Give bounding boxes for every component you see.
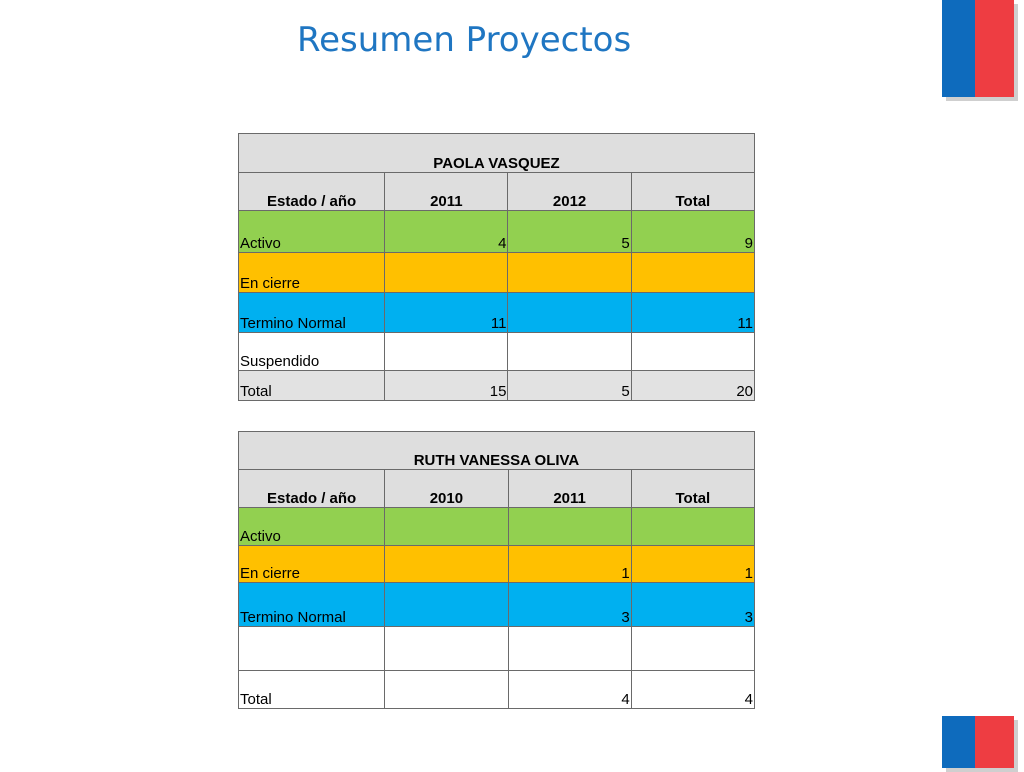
row-value [508, 508, 631, 546]
row-status: Activo [239, 211, 385, 253]
row-status [239, 627, 385, 671]
row-value: 15 [385, 371, 508, 401]
column-header: 2012 [508, 173, 631, 211]
row-status: Total [239, 371, 385, 401]
row-value: 5 [508, 371, 631, 401]
row-value [508, 293, 631, 333]
row-value: 1 [508, 546, 631, 583]
page-title: Resumen Proyectos [297, 20, 632, 60]
row-status: En cierre [239, 546, 385, 583]
row-total [631, 508, 754, 546]
row-total: 1 [631, 546, 754, 583]
table-row [239, 211, 755, 253]
table-row [239, 293, 755, 333]
summary-table-ruth-vanessa-oliva [238, 431, 755, 709]
row-status: Termino Normal [239, 583, 385, 627]
row-total [631, 627, 754, 671]
row-status: Activo [239, 508, 385, 546]
row-value: 5 [508, 211, 631, 253]
table-row-total [239, 671, 755, 709]
row-value: 4 [508, 671, 631, 709]
table-row [239, 508, 755, 546]
row-value [385, 671, 508, 709]
row-value [508, 253, 631, 293]
row-status: Total [239, 671, 385, 709]
row-total: 20 [631, 371, 754, 401]
row-value: 3 [508, 583, 631, 627]
column-header: 2010 [385, 470, 508, 508]
table-row-total [239, 371, 755, 401]
row-value [385, 546, 508, 583]
table-row [239, 546, 755, 583]
row-total: 3 [631, 583, 754, 627]
row-total [631, 333, 754, 371]
row-value: 11 [385, 293, 508, 333]
flag-decoration-bottom [942, 716, 1014, 768]
row-total: 9 [631, 211, 754, 253]
row-value [508, 333, 631, 371]
summary-table-paola-vasquez [238, 133, 755, 401]
column-header: Estado / año [239, 470, 385, 508]
row-total: 11 [631, 293, 754, 333]
row-value [385, 253, 508, 293]
row-value [385, 583, 508, 627]
table-row [239, 627, 755, 671]
row-status: Termino Normal [239, 293, 385, 333]
column-header: Total [631, 173, 754, 211]
row-total: 4 [631, 671, 754, 709]
row-value [508, 627, 631, 671]
table-row [239, 333, 755, 371]
row-value [385, 627, 508, 671]
column-header: 2011 [508, 470, 631, 508]
row-total [631, 253, 754, 293]
table-owner-name: PAOLA VASQUEZ [239, 134, 755, 173]
table-row [239, 583, 755, 627]
row-status: Suspendido [239, 333, 385, 371]
row-value: 4 [385, 211, 508, 253]
column-header: 2011 [385, 173, 508, 211]
row-value [385, 508, 508, 546]
row-value [385, 333, 508, 371]
flag-decoration-top [942, 0, 1014, 97]
table-owner-name: RUTH VANESSA OLIVA [239, 432, 755, 470]
table-row [239, 253, 755, 293]
row-status: En cierre [239, 253, 385, 293]
column-header: Estado / año [239, 173, 385, 211]
column-header: Total [631, 470, 754, 508]
